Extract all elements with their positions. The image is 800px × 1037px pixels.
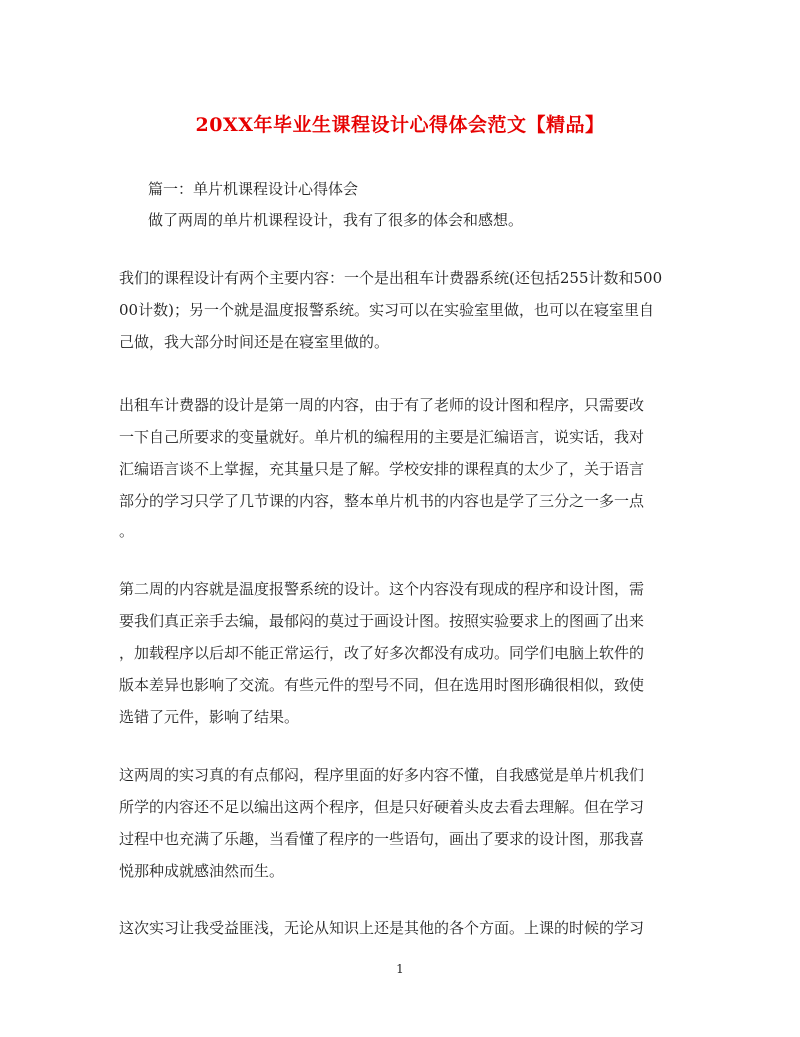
page-number: 1 (396, 962, 404, 976)
paragraph-line: 所学的内容还不足以编出这两个程序，但是只好硬着头皮去看去理解。但在学习 (119, 798, 645, 816)
paragraph-line: 悦那种成就感油然而生。 (119, 862, 285, 880)
section-heading: 篇一：单片机课程设计心得体会 (148, 180, 359, 198)
paragraph-line: 我们的课程设计有两个主要内容：一个是出租车计费器系统(还包括255计数和500 (119, 269, 663, 287)
document-title: 20XX年毕业生课程设计心得体会范文【精品】 (195, 114, 605, 136)
paragraph-line: 选错了元件，影响了结果。 (119, 708, 300, 726)
paragraph-line: 一下自己所要求的变量就好。单片机的编程用的主要是汇编语言，说实话，我对 (119, 428, 645, 446)
paragraph-line: 要我们真正亲手去编，最郁闷的莫过于画设计图。按照实验要求上的图画了出来 (119, 612, 645, 630)
paragraph-line: 出租车计费器的设计是第一周的内容，由于有了老师的设计图和程序，只需要改 (119, 396, 645, 414)
paragraph-line: 过程中也充满了乐趣，当看懂了程序的一些语句，画出了要求的设计图，那我喜 (119, 830, 645, 848)
paragraph-line: 。 (119, 522, 135, 540)
paragraph-line: 己做，我大部分时间还是在寝室里做的。 (119, 333, 390, 351)
paragraph-line: 第二周的内容就是温度报警系统的设计。这个内容没有现成的程序和设计图，需 (119, 580, 645, 598)
paragraph-line: 版本差异也影响了交流。有些元件的型号不同，但在选用时图形确很相似，致使 (119, 676, 645, 694)
paragraph-line: 00计数)；另一个就是温度报警系统。实习可以在实验室里做，也可以在寝室里自 (119, 301, 654, 319)
paragraph-line: 部分的学习只学了几节课的内容，整本单片机书的内容也是学了三分之一多一点 (119, 492, 645, 510)
intro-line: 做了两周的单片机课程设计，我有了很多的体会和感想。 (148, 211, 524, 229)
paragraph-line: 这两周的实习真的有点郁闷，程序里面的好多内容不懂，自我感觉是单片机我们 (119, 766, 645, 784)
paragraph-line: ，加载程序以后却不能正常运行，改了好多次都没有成功。同学们电脑上软件的 (119, 644, 645, 662)
paragraph-line: 汇编语言谈不上掌握，充其量只是了解。学校安排的课程真的太少了，关于语言 (119, 460, 645, 478)
paragraph-line: 这次实习让我受益匪浅，无论从知识上还是其他的各个方面。上课的时候的学习 (119, 919, 645, 937)
